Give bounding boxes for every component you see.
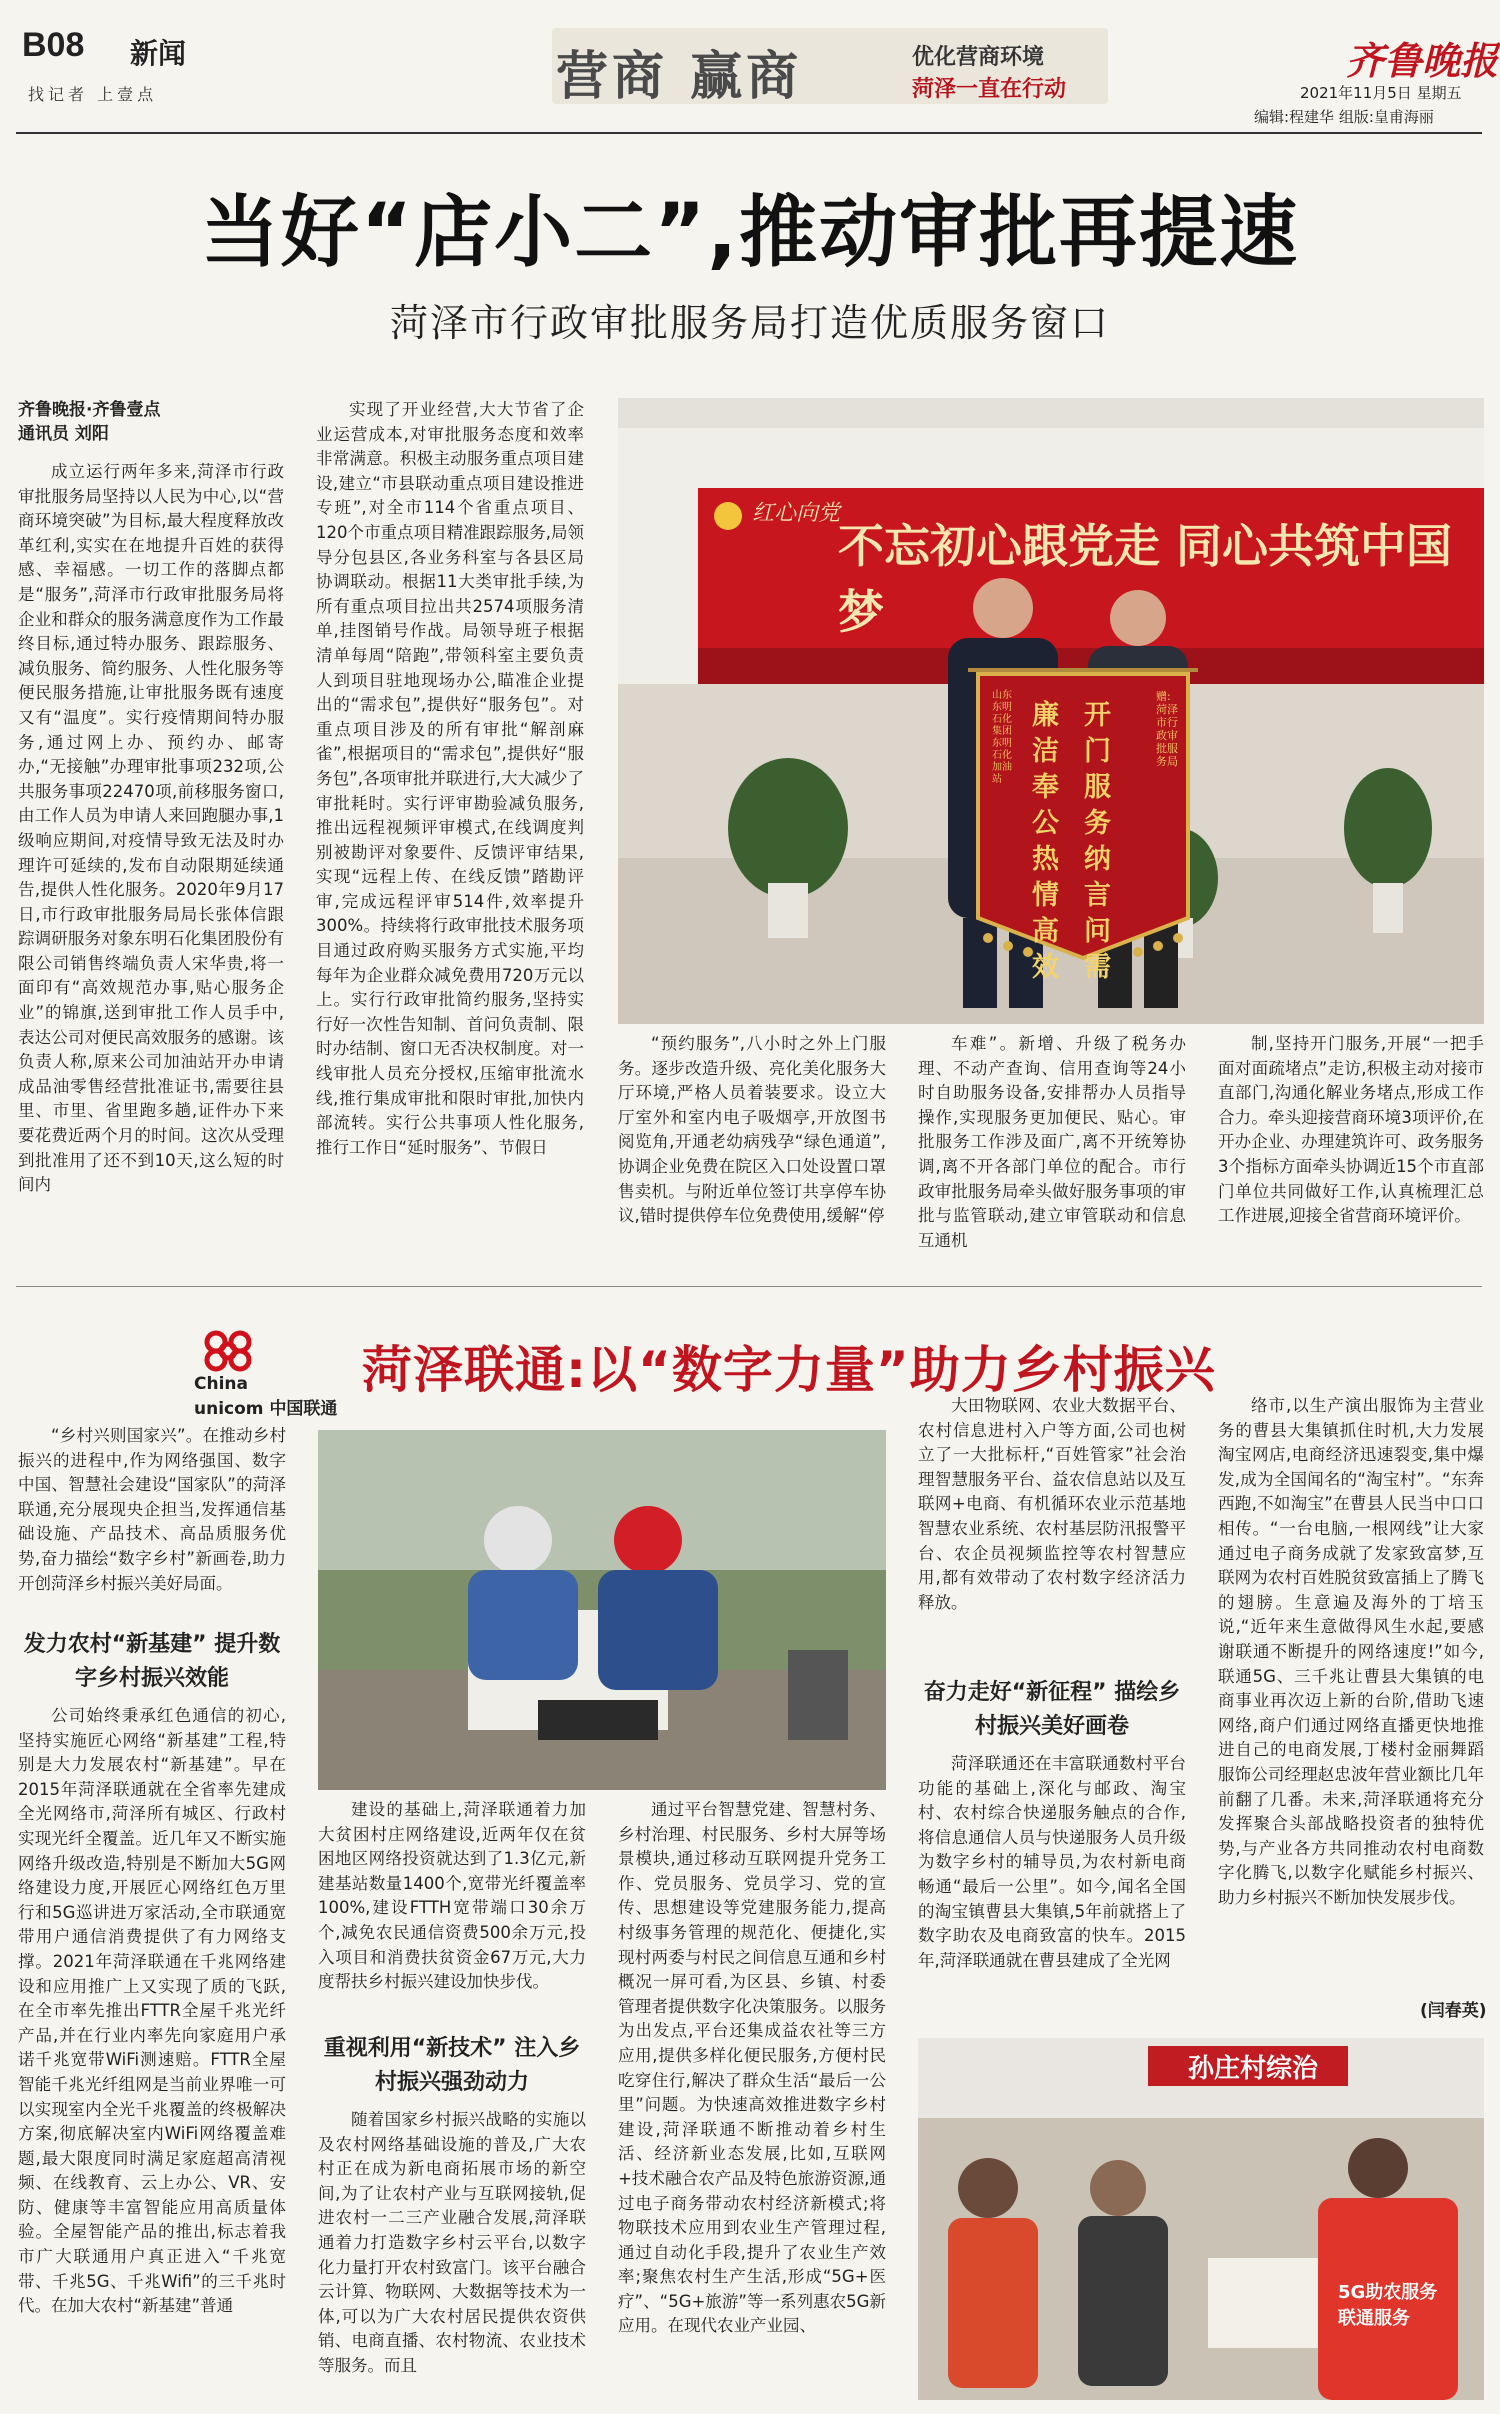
- story-subheadline: 菏泽市行政审批服务局打造优质服务窗口: [389, 301, 1110, 345]
- byline-author: 通讯员 刘阳: [18, 424, 109, 444]
- pennant-dedication: 赠:菏泽市行政审批服务局: [1156, 690, 1178, 768]
- article-column-1: 成立运行两年多来,菏泽市行政审批服务局坚持以人民为中心,以“营商环境突破”为目标,最大程度释放改革红利,实实在在地提升百姓的获得感、幸福感。一切工作的落脚点都是“服务”,菏泽市行政审批服务局将企业和群众的服务满意度作为工作最终目标,通过特办服务、跟踪服务、减负服务、简约服务、人性化服务等便民服务措施,让审批服务既有速度又有“温度”。实行疫情期间特办服务,通过网上办、预约办、邮寄办,“无接触”办理审批事项232项,公共服务事项22470项,前移服务窗口,由工作人员为申请人来回跑腿办事,1级响应期间,对疫情导致无法及时办理许可延续的,发布自动限期延续通告,提供人性化服务。2020年9月17日,市行政审批服务局局长张体信跟踪调研服务对象东明石化集团股份有限公司销售终端负责人宋华贵,将一面印有“高效规范办事,贴心服务企业”的锦旗,送到审批工作人员手中,表达公司对便民高效服务的感谢。该负责人称,原来公司加油站开办申请成品油零售经营批准证书,需要往县里、市里、省里跑多趟,证件办下来要花费近两个月的时间。这次从受理到批准用了还不到10天,这么短的时间内: [18, 462, 284, 1195]
- issue-date: 2021年11月5日 星期五: [1300, 84, 1462, 102]
- header-rule: [16, 132, 1482, 134]
- story2-author-credit: (闫春英): [1420, 2001, 1487, 2021]
- photo-villagers-illustration: [918, 2038, 1484, 2400]
- story2-subheading-3: 奋力走好“新征程” 描绘乡村振兴美好画卷: [923, 1680, 1181, 1739]
- story2-column-3: 通过平台智慧党建、智慧村务、乡村治理、村民服务、乡村大屏等场景模块,通过移动互联网提升党务工作、党员服务、党员学习、党的宣传、思想建设等党建服务能力,提高村级事务管理的规范化、便捷化,实现村两委与村民之间信息互通和乡村概况一屏可看,为区县、乡镇、村委管理者提供数字化决策服务。以服务为出发点,平台还集成益农社等三方应用,提供多样化便民服务,方便村民吃穿住行,解决了群众生活“最后一公里”问题。为快速高效推进数字乡村建设,菏泽联通不断推动着乡村生活、经济新业态发展,比如,互联网+技术融合农产品及特色旅游资源,通过电子商务带动农村经济新模式;将物联技术应用到农业生产管理过程,通过自动化手段,提升了农业生产效率;聚焦农村生产生活,形成“5G+医疗”、“5G+旅游”等一系列惠农5G新应用。在现代农业产业园、: [618, 1800, 886, 2336]
- story2-column-1: 公司始终秉承红色通信的初心,坚持实施匠心网络“新基建”工程,特别是大力发展农村“新基建”。早在2015年菏泽联通就在全省率先建成全光网络市,菏泽所有城区、行政村实现光纤全覆盖。近几年又不断实施网络升级改造,特别是不断加大5G网络建设力度,开展匠心网络红色万里行和5G巡讲进万家活动,全市联通宽带用户通信消费提供了有力网络支撑。2021年菏泽联通在千兆网络建设和应用推广上又实现了质的飞跃,在全市率先推出FTTR全屋千兆光纤产品,并在行业内率先向家庭用户承诺千兆宽带WiFi测速赔。FTTR全屋智能千兆光纤组网是当前业界唯一可以实现室内全光千兆覆盖的终极解决方案,彻底解决室内WiFi网络覆盖难题,最大限度同时满足家庭超高清视频、在线教育、云上办公、VR、安防、健康等丰富智能应用高质量体验。全屋智能产品的推出,标志着我市广大联通用户真正进入“千兆宽带、千兆5G、千兆Wifi”的三千兆时代。在加大农村“新基建”普通: [18, 1706, 286, 2316]
- article-column-3: “预约服务”,八小时之外上门服务。逐步改造升级、亮化美化服务大厅环境,严格人员着装要求。设立大厅室外和室内电子吸烟亭,开放图书阅览角,开通老幼病残孕“绿色通道”,协调企业免费在院区入口处设置口罩售卖机。与附近单位签订共享停车协议,错时提供停车位免费使用,缓解“停: [618, 1034, 886, 1226]
- pennant-left-line: 廉洁奉公 热情高效: [1032, 700, 1059, 983]
- unicom-knot-icon: [194, 1326, 264, 1374]
- photo-technicians-fiber: [318, 1430, 886, 1790]
- article-column-5: 制,坚持开门服务,开展“一把手面对面疏堵点”走访,积极主动对接市直部门,沟通化解业务堵点,形成工作合力。牵头迎接营商环境3项评价,在开办企业、办理建筑许可、政务服务3个指标方面牵头协调近15个市直部门单位共同做好工作,认真梳理汇总工作进展,迎接全省营商环境评价。: [1218, 1034, 1484, 1226]
- column-banner-title: 营商 赢商: [556, 46, 803, 107]
- article-column-2: 实现了开业经营,大大节省了企业运营成本,对审批服务态度和效率非常满意。积极主动服务重点项目建设,建立“市县联动重点项目建设推进专班”,对全市114个省重点项目、120个市重点项目精准跟踪服务,局领导分包县区,各业务科室与各县区局协调联动。根据11大类审批手续,为所有重点项目拉出共2574项服务清单,挂图销号作战。局领导班子根据清单每周“陪跑”,带领科室主要负责人到项目驻地现场办公,瞄准企业提出的“需求包”,提供好“服务包”。对重点项目涉及的所有审批“解剖麻雀”,根据项目的“需求包”,提供好“服务包”,各项审批并联进行,大大减少了审批耗时。实行评审勘验减负服务,推出远程视频评审模式,在线调度判别被勘评对象要件、反馈评审结果,实现“远程上传、在线反馈”踏勘评审,完成远程评审514件,效率提升300%。持续将行政审批技术服务项目通过政府购买服务方式实施,平均每年为企业群众减免费用720万元以上。实行行政审批简约服务,坚持实行好一次性告知制、首问负责制、限时办结制、窗口无否决权制度。对一线审批人员充分授权,压缩审批流水线,推行集成审批和限时审批,加快内部流转。实行公共事项人性化服务,推行工作日“延时服务”、节假日: [316, 400, 584, 1157]
- article-column-4: 车难”。新增、升级了税务办理、不动产查询、信用查询等24小时自助服务设备,安排帮办人员指导操作,实现服务更加便民、贴心。审批服务工作涉及面广,离不开统筹协调,离不开各部门单位的配合。市行政审批服务局牵头做好服务事项的审批与监管联动,建立审管联动和信息互通机: [918, 1034, 1186, 1250]
- story-headline: 当好“店小二”,推动审批再提速: [200, 188, 1300, 278]
- story2-intro: “乡村兴则国家兴”。在推动乡村振兴的进程中,作为网络强国、数字中国、智慧社会建设“国家队”的菏泽联通,充分展现央企担当,发挥通信基础设施、产品技术、高品质服务优势,奋力描绘“数字乡村”新画卷,助力开创菏泽乡村振兴美好局面。: [18, 1426, 286, 1593]
- section-name: 新闻: [130, 37, 187, 70]
- unicom-logo: [194, 1326, 264, 1378]
- column-banner-slogan: 菏泽一直在行动: [912, 77, 1067, 102]
- tagline: 找记者 上壹点: [28, 85, 158, 104]
- photo-vest-text: 5G助农服务 联通服务: [1338, 2282, 1438, 2329]
- newspaper-logo: 齐鲁晚报: [1346, 38, 1499, 83]
- unicom-wordmark-cn: 中国联通: [269, 1399, 338, 1419]
- unicom-wordmark-unicom: unicom: [194, 1399, 264, 1419]
- unicom-wordmark-china: China: [194, 1374, 248, 1394]
- story2-column-5: 络市,以生产演出服饰为主营业务的曹县大集镇抓住时机,大力发展淘宝网店,电商经济迅速裂变,集中爆发,成为全国闻名的“淘宝村”。“东奔西跑,不如淘宝”在曹县人民当中口口相传。“一台电脑,一根网线”让大家通过电子商务成就了发家致富梦,互联网为农村百姓脱贫致富插上了腾飞的翅膀。生意遍及海外的丁培玉说,“近年来生意做得风生水起,要感谢联通不断提升的网络速度!”如今,联通5G、三千兆让曹县大集镇的电商事业再次迈上新的台阶,借助飞速网络,商户们通过网络直播更快地推进自己的电商发展,丁楼村金丽舞蹈服饰公司经理赵忠波年营业额比几年前翻了几番。未来,菏泽联通将充分发挥聚合头部战略投资者的独特优势,与产业各方共同推动农村电商数字化腾飞,以数字化赋能乡村振兴、助力乡村振兴不断加快发展步伐。: [1218, 1396, 1484, 1907]
- story2-column-4b: 菏泽联通还在丰富联通数村平台功能的基础上,深化与邮政、淘宝村、农村综合快递服务触点的合作,将信息通信人员与快递服务人员升级为数字乡村的辅导员,为农村新电商畅通“最后一公里”。如今,闻名全国的淘宝镇曹县大集镇,5年前就搭上了数字助农及电商致富的快车。2015年,菏泽联通就在曹县建成了全光网: [918, 1754, 1186, 1970]
- story2-headline: 菏泽联通:以“数字力量”助力乡村振兴: [362, 1341, 1216, 1399]
- photo-technicians-illustration: [318, 1430, 886, 1790]
- story2-column-2: 建设的基础上,菏泽联通着力加大贫困村庄网络建设,近两年仅在贫困地区网络投资就达到了1.3亿元,新建基站数量1400个,宽带光纤覆盖率100%,建设FTTH宽带端口30余万个,减免农民通信资费500余万元,投入项目和消费扶贫资金67万元,大力度帮扶乡村振兴建设加快步伐。: [318, 1800, 586, 1992]
- byline: [18, 398, 160, 446]
- photo-backdrop-tag: 红心向党: [752, 501, 841, 526]
- story2-subheading-2: 重视利用“新技术” 注入乡村振兴强劲动力: [323, 2036, 581, 2095]
- photo-villagers-service: [918, 2038, 1484, 2400]
- editor-credits: 编辑:程建华 组版:皇甫海丽: [1254, 108, 1434, 126]
- pennant-right-line: 开门服务 纳言问需: [1084, 700, 1111, 983]
- page-number: B08: [22, 26, 85, 64]
- story-divider: [16, 1286, 1482, 1287]
- story2-subheading-1: 发力农村“新基建” 提升数字乡村振兴效能: [23, 1632, 281, 1691]
- story2-column-2b: 随着国家乡村振兴战略的实施以及农村网络基础设施的普及,广大农村正在成为新电商拓展市场的新空间,为了让农村产业与互联网接轨,促进农村一二三产业融合发展,菏泽联通着力打造数字乡村云平台,以数字化力量打开农村致富门。该平台融合云计算、物联网、大数据等技术为一体,可以为广大农村居民提供农资供销、电商直播、农村物流、农业技术等服务。而且: [318, 2110, 586, 2375]
- photo-pennant-presentation: [618, 398, 1484, 1024]
- photo-backdrop-slogan: 不忘初心跟党走 同心共筑中国梦: [838, 519, 1453, 639]
- column-banner-subtitle: 优化营商环境: [912, 45, 1045, 70]
- byline-source: 齐鲁晚报·齐鲁壹点: [18, 400, 161, 420]
- story2-column-4: 大田物联网、农业大数据平台、农村信息进村入户等方面,公司也树立了一大批标杆,“百姓管家”社会治理智慧服务平台、益农信息站以及互联网+电商、有机循环农业示范基地智慧农业系统、农村基层防汛报警平台、农企员视频监控等农村智慧应用,都有效带动了农村数字经济活力释放。: [918, 1396, 1186, 1612]
- unicom-wordmark: [194, 1374, 337, 1419]
- photo-sign-text: 孙庄村综治: [1188, 2054, 1319, 2084]
- pennant-giver: 山东东明石化集团东明石化加油站: [992, 690, 1012, 785]
